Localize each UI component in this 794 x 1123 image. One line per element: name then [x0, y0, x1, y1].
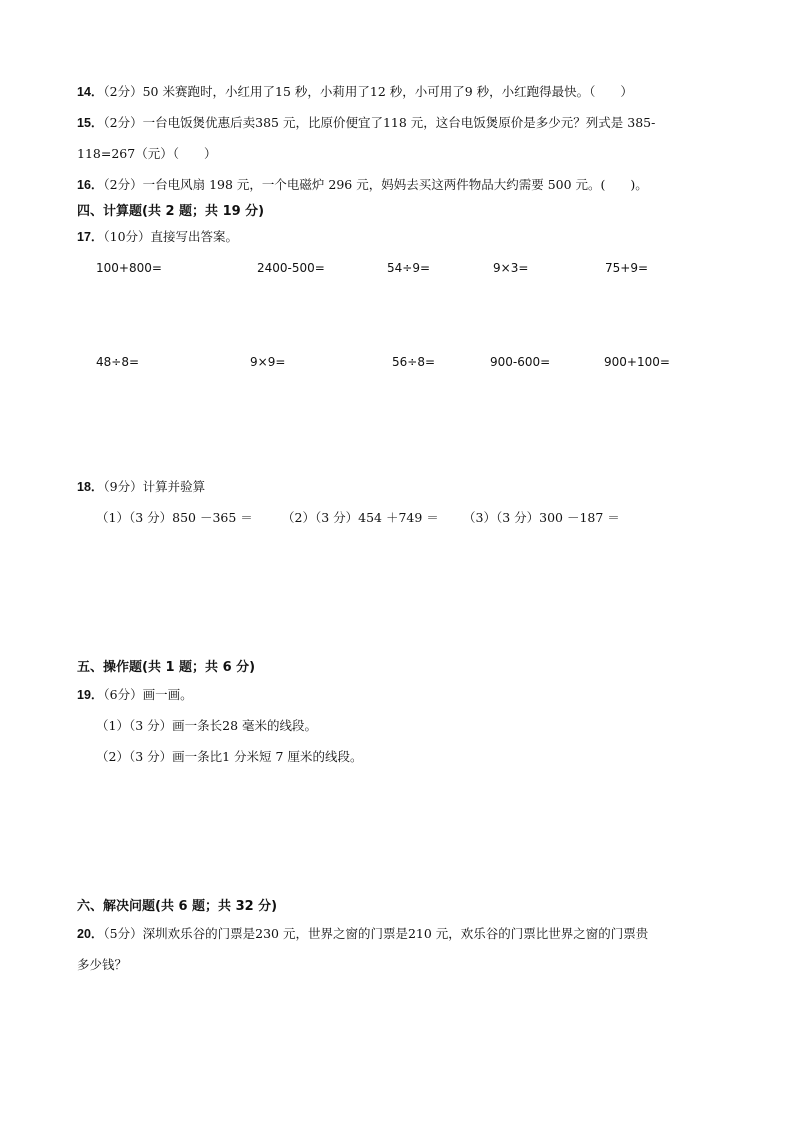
calc-item: 9×9= [250, 355, 286, 369]
question-number: 15． [77, 116, 104, 130]
question-18-part-2: （2）（3 分）454 ＋749 ＝ [282, 510, 439, 525]
question-19-part-1: （1）（3 分）画一条长28 毫米的线段。 [96, 718, 318, 733]
calc-item: 900+100= [604, 355, 670, 369]
question-text: （5分）深圳欢乐谷的门票是230 元，世界之窗的门票是210 元，欢乐谷的门票比世界之窗的门票贵 [103, 926, 649, 941]
question-text: （9分）计算并验算 [103, 479, 206, 494]
question-18-part-1: （1）（3 分）850 －365 ＝ [96, 510, 253, 525]
question-20-continued: 多少钱？ [77, 957, 128, 972]
question-number: 16． [77, 178, 104, 192]
question-number: 19． [77, 688, 104, 702]
section-heading-5: 五、操作题(共 1 题；共 6 分) [77, 660, 256, 675]
calc-item: 100+800= [96, 261, 162, 275]
question-16 [77, 177, 648, 193]
question-15-continued: 118=267（元）（ ） [77, 146, 217, 161]
question-text: （2分）一台电饭煲优惠后卖385 元，比原价便宜了118 元，这台电饭煲原价是多少元？列式是 385- [103, 115, 656, 130]
question-text: （2分）一台电风扇 198 元，一个电磁炉 296 元，妈妈去买这两件物品大约需要 500 元。( )。 [103, 177, 648, 192]
question-19-part-2: （2）（3 分）画一条比1 分米短 7 厘米的线段。 [96, 749, 363, 764]
calc-item: 9×3= [493, 261, 529, 275]
calc-item: 2400-500= [257, 261, 325, 275]
question-15 [77, 115, 655, 131]
question-text: （2分）50 米赛跑时，小红用了15 秒，小莉用了12 秒，小可用了9 秒，小红跑得最快。（ ） [103, 84, 633, 99]
question-14 [77, 84, 633, 100]
question-17 [77, 229, 238, 245]
calc-item: 54÷9= [387, 261, 431, 275]
question-number: 14． [77, 85, 104, 99]
question-text: （6分）画一画。 [103, 687, 193, 702]
question-18 [77, 479, 205, 495]
question-19 [77, 687, 193, 703]
section-heading-6: 六、解决问题(共 6 题；共 32 分) [77, 899, 278, 914]
calc-item: 56÷8= [392, 355, 436, 369]
calc-item: 48÷8= [96, 355, 140, 369]
question-text: （10分）直接写出答案。 [103, 229, 239, 244]
section-heading-4: 四、计算题(共 2 题；共 19 分) [77, 204, 265, 219]
calc-item: 75+9= [605, 261, 649, 275]
calc-item: 900-600= [490, 355, 551, 369]
question-number: 18． [77, 480, 104, 494]
question-number: 17． [77, 230, 104, 244]
question-20 [77, 926, 648, 942]
question-number: 20． [77, 927, 104, 941]
question-18-part-3: （3）（3 分）300 －187 ＝ [463, 510, 620, 525]
